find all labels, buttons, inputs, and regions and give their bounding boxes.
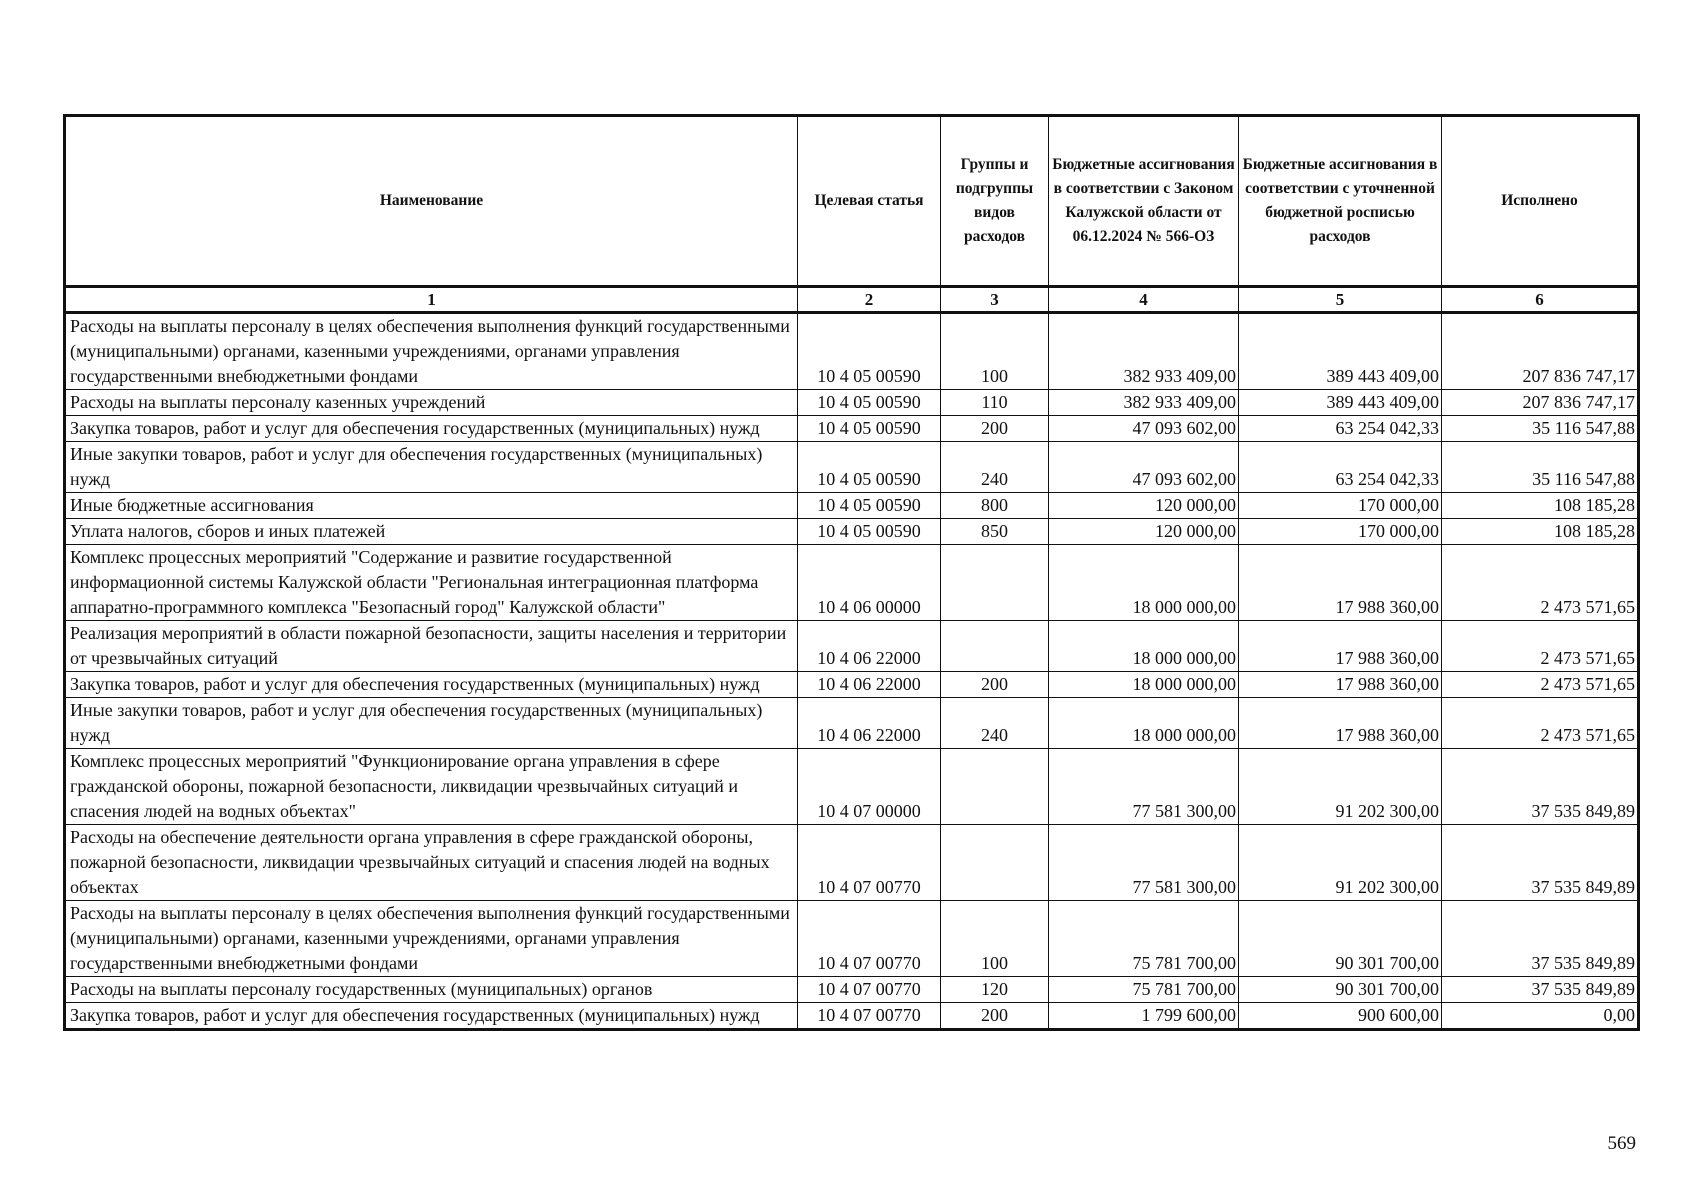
row-name: Закупка товаров, работ и услуг для обеспечения государственных (муниципальных) нужд — [65, 672, 798, 698]
row-law-amount: 75 781 700,00 — [1049, 901, 1239, 977]
row-law-amount: 18 000 000,00 — [1049, 621, 1239, 672]
row-law-amount: 120 000,00 — [1049, 493, 1239, 519]
column-number-row — [65, 287, 1639, 313]
row-name: Расходы на выплаты персоналу в целях обеспечения выполнения функций государственными (муниципальными) органами, казенными учреждениями, органами управления государственными внебюджетными фондами — [65, 901, 798, 977]
column-number: 6 — [1442, 287, 1639, 313]
row-expense-group — [941, 545, 1049, 621]
header-target-article: Целевая статья — [798, 116, 941, 287]
row-executed-amount: 0,00 — [1442, 1003, 1639, 1030]
table-row — [65, 493, 1639, 519]
row-name: Закупка товаров, работ и услуг для обеспечения государственных (муниципальных) нужд — [65, 1003, 798, 1030]
column-number: 4 — [1049, 287, 1239, 313]
row-expense-group — [941, 749, 1049, 825]
row-law-amount: 75 781 700,00 — [1049, 977, 1239, 1003]
row-law-amount: 18 000 000,00 — [1049, 545, 1239, 621]
row-expense-group: 200 — [941, 416, 1049, 442]
row-law-amount: 382 933 409,00 — [1049, 390, 1239, 416]
row-law-amount: 18 000 000,00 — [1049, 672, 1239, 698]
row-expense-group: 800 — [941, 493, 1049, 519]
row-executed-amount: 108 185,28 — [1442, 493, 1639, 519]
row-name: Иные закупки товаров, работ и услуг для обеспечения государственных (муниципальных) нужд — [65, 442, 798, 493]
row-name: Расходы на обеспечение деятельности органа управления в сфере гражданской обороны, пожарной безопасности, ликвидации чрезвычайных ситуаций и спасения людей на водных объектах — [65, 825, 798, 901]
row-expense-group: 850 — [941, 519, 1049, 545]
table-row — [65, 545, 1639, 621]
row-executed-amount: 35 116 547,88 — [1442, 416, 1639, 442]
header-law-allocations: Бюджетные ассигнования в соответствии с Законом Калужской области от 06.12.2024 № 566-ОЗ — [1049, 116, 1239, 287]
table-row — [65, 519, 1639, 545]
table-row — [65, 390, 1639, 416]
row-expense-group: 240 — [941, 442, 1049, 493]
header-row — [65, 116, 1639, 287]
table-row — [65, 749, 1639, 825]
column-number: 2 — [798, 287, 941, 313]
row-name: Реализация мероприятий в области пожарной безопасности, защиты населения и территории от чрезвычайных ситуаций — [65, 621, 798, 672]
row-law-amount: 1 799 600,00 — [1049, 1003, 1239, 1030]
row-name: Комплекс процессных мероприятий "Функционирование органа управления в сфере гражданской обороны, пожарной безопасности, ликвидации чрезвычайных ситуаций и спасения людей на водных объектах" — [65, 749, 798, 825]
row-name: Закупка товаров, работ и услуг для обеспечения государственных (муниципальных) нужд — [65, 416, 798, 442]
table-row — [65, 442, 1639, 493]
row-law-amount: 47 093 602,00 — [1049, 442, 1239, 493]
row-target-article: 10 4 07 00770 — [798, 901, 941, 977]
row-expense-group — [941, 621, 1049, 672]
table-row — [65, 313, 1639, 390]
row-target-article: 10 4 05 00590 — [798, 519, 941, 545]
table-row — [65, 901, 1639, 977]
page-number: 569 — [1607, 1133, 1636, 1154]
row-executed-amount: 37 535 849,89 — [1442, 749, 1639, 825]
row-refined-amount: 91 202 300,00 — [1239, 825, 1442, 901]
row-target-article: 10 4 05 00590 — [798, 442, 941, 493]
row-law-amount: 18 000 000,00 — [1049, 698, 1239, 749]
row-executed-amount: 2 473 571,65 — [1442, 698, 1639, 749]
row-name: Уплата налогов, сборов и иных платежей — [65, 519, 798, 545]
row-expense-group: 120 — [941, 977, 1049, 1003]
row-refined-amount: 900 600,00 — [1239, 1003, 1442, 1030]
header-name: Наименование — [65, 116, 798, 287]
row-executed-amount: 2 473 571,65 — [1442, 545, 1639, 621]
table-row — [65, 672, 1639, 698]
row-name: Расходы на выплаты персоналу в целях обеспечения выполнения функций государственными (муниципальными) органами, казенными учреждениями, органами управления государственными внебюджетными фондами — [65, 313, 798, 390]
row-refined-amount: 170 000,00 — [1239, 519, 1442, 545]
row-expense-group: 110 — [941, 390, 1049, 416]
row-name: Иные закупки товаров, работ и услуг для обеспечения государственных (муниципальных) нужд — [65, 698, 798, 749]
row-expense-group: 100 — [941, 313, 1049, 390]
row-refined-amount: 17 988 360,00 — [1239, 621, 1442, 672]
row-executed-amount: 207 836 747,17 — [1442, 313, 1639, 390]
row-target-article: 10 4 05 00590 — [798, 390, 941, 416]
row-law-amount: 382 933 409,00 — [1049, 313, 1239, 390]
budget-execution-table — [63, 114, 1640, 1031]
column-number: 1 — [65, 287, 798, 313]
row-refined-amount: 17 988 360,00 — [1239, 698, 1442, 749]
row-name: Расходы на выплаты персоналу государственных (муниципальных) органов — [65, 977, 798, 1003]
header-executed: Исполнено — [1442, 116, 1639, 287]
row-expense-group: 240 — [941, 698, 1049, 749]
row-executed-amount: 35 116 547,88 — [1442, 442, 1639, 493]
row-refined-amount: 91 202 300,00 — [1239, 749, 1442, 825]
row-executed-amount: 2 473 571,65 — [1442, 672, 1639, 698]
row-target-article: 10 4 06 00000 — [798, 545, 941, 621]
row-executed-amount: 37 535 849,89 — [1442, 825, 1639, 901]
row-target-article: 10 4 05 00590 — [798, 313, 941, 390]
row-refined-amount: 90 301 700,00 — [1239, 901, 1442, 977]
row-refined-amount: 63 254 042,33 — [1239, 442, 1442, 493]
row-refined-amount: 389 443 409,00 — [1239, 390, 1442, 416]
row-executed-amount: 108 185,28 — [1442, 519, 1639, 545]
table-row — [65, 1003, 1639, 1030]
row-name: Иные бюджетные ассигнования — [65, 493, 798, 519]
row-refined-amount: 63 254 042,33 — [1239, 416, 1442, 442]
row-refined-amount: 17 988 360,00 — [1239, 545, 1442, 621]
row-target-article: 10 4 06 22000 — [798, 672, 941, 698]
row-target-article: 10 4 05 00590 — [798, 493, 941, 519]
row-refined-amount: 90 301 700,00 — [1239, 977, 1442, 1003]
row-refined-amount: 17 988 360,00 — [1239, 672, 1442, 698]
row-law-amount: 47 093 602,00 — [1049, 416, 1239, 442]
row-target-article: 10 4 07 00000 — [798, 749, 941, 825]
table-row — [65, 621, 1639, 672]
column-number: 5 — [1239, 287, 1442, 313]
table-row — [65, 416, 1639, 442]
row-target-article: 10 4 07 00770 — [798, 825, 941, 901]
row-law-amount: 120 000,00 — [1049, 519, 1239, 545]
row-refined-amount: 389 443 409,00 — [1239, 313, 1442, 390]
row-target-article: 10 4 06 22000 — [798, 698, 941, 749]
row-expense-group — [941, 825, 1049, 901]
table-row — [65, 698, 1639, 749]
row-target-article: 10 4 07 00770 — [798, 977, 941, 1003]
row-executed-amount: 37 535 849,89 — [1442, 977, 1639, 1003]
row-executed-amount: 37 535 849,89 — [1442, 901, 1639, 977]
row-refined-amount: 170 000,00 — [1239, 493, 1442, 519]
row-executed-amount: 2 473 571,65 — [1442, 621, 1639, 672]
header-refined-allocations: Бюджетные ассигнования в соответствии с уточненной бюджетной росписью расходов — [1239, 116, 1442, 287]
row-expense-group: 200 — [941, 672, 1049, 698]
header-expense-groups: Группы и подгруппы видов расходов — [941, 116, 1049, 287]
table-row — [65, 825, 1639, 901]
column-number: 3 — [941, 287, 1049, 313]
row-law-amount: 77 581 300,00 — [1049, 825, 1239, 901]
row-name: Комплекс процессных мероприятий "Содержание и развитие государственной информационной системы Калужской области "Региональная интеграционная платформа аппаратно-программного комплекса "Безопасный город" Калужской области" — [65, 545, 798, 621]
row-name: Расходы на выплаты персоналу казенных учреждений — [65, 390, 798, 416]
row-target-article: 10 4 05 00590 — [798, 416, 941, 442]
row-expense-group: 200 — [941, 1003, 1049, 1030]
row-executed-amount: 207 836 747,17 — [1442, 390, 1639, 416]
row-law-amount: 77 581 300,00 — [1049, 749, 1239, 825]
row-expense-group: 100 — [941, 901, 1049, 977]
row-target-article: 10 4 06 22000 — [798, 621, 941, 672]
table-row — [65, 977, 1639, 1003]
row-target-article: 10 4 07 00770 — [798, 1003, 941, 1030]
